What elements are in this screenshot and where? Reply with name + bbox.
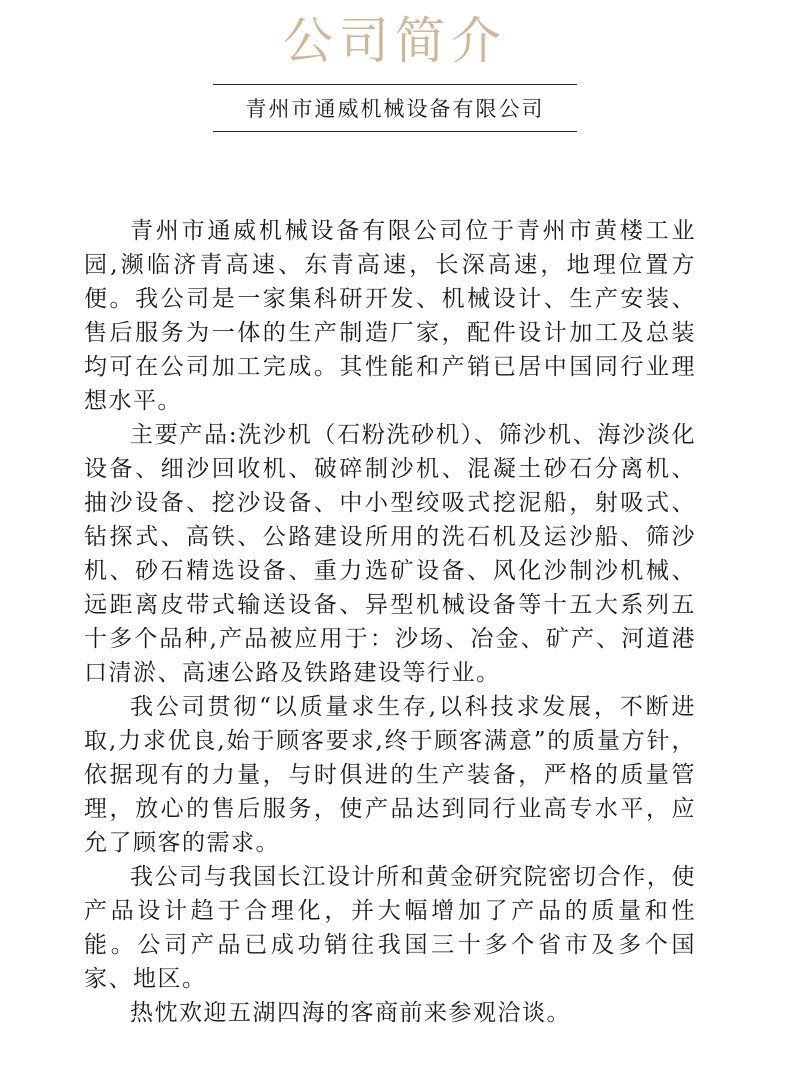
intro-paragraph-welcome: 热忱欢迎五湖四海的客商前来参观洽谈。 xyxy=(130,1000,571,1026)
intro-paragraph-cooperation: 我公司与我国长江设计所和黄金研究院密切合作，使产品设计趋于合理化，并大幅增加了产品的质量和性能。公司产品已成功销往我国三十多个省市及多个国家、地区。 xyxy=(84,864,696,992)
intro-paragraph-products: 主要产品:洗沙机（石粉洗砂机）、筛沙机、海沙淡化设备、细沙回收机、破碎制沙机、混凝土砂石分离机、抽沙设备、挖沙设备、中小型绞吸式挖泥船，射吸式、钻探式、高铁、公路建设所用的洗石机及运沙船、筛沙机、砂石精选设备、重力选矿设备、风化沙制沙机械、远距离皮带式输送设备、异型机械设备等十五大系列五十多个品种,产品被应用于：沙场、冶金、矿产、河道港口清淤、高速公路及铁路建设等行业。 xyxy=(84,422,696,686)
page-header xyxy=(0,0,790,74)
company-introduction-body xyxy=(84,214,696,1030)
intro-paragraph-location: 青州市通威机械设备有限公司位于青州市黄楼工业园,濒临济青高速、东青高速，长深高速，地理位置方便。我公司是一家集科研开发、机械设计、生产安装、售后服务为一体的生产制造厂家，配件设计加工及总装均可在公司加工完成。其性能和产销已居中国同行业理想水平。 xyxy=(84,218,696,414)
intro-paragraph-quality-policy: 我公司贯彻“以质量求生存,以科技求发展，不断进取,力求优良,始于顾客要求,终于顾客满意”的质量方针，依据现有的力量，与时俱进的生产装备，严格的质量管理，放心的售后服务，使产品达到同行业高专水平，应允了顾客的需求。 xyxy=(84,694,696,856)
company-name-banner xyxy=(213,84,577,132)
page-title: 公司简介 xyxy=(283,12,507,70)
company-name: 青州市通威机械设备有限公司 xyxy=(245,97,545,121)
